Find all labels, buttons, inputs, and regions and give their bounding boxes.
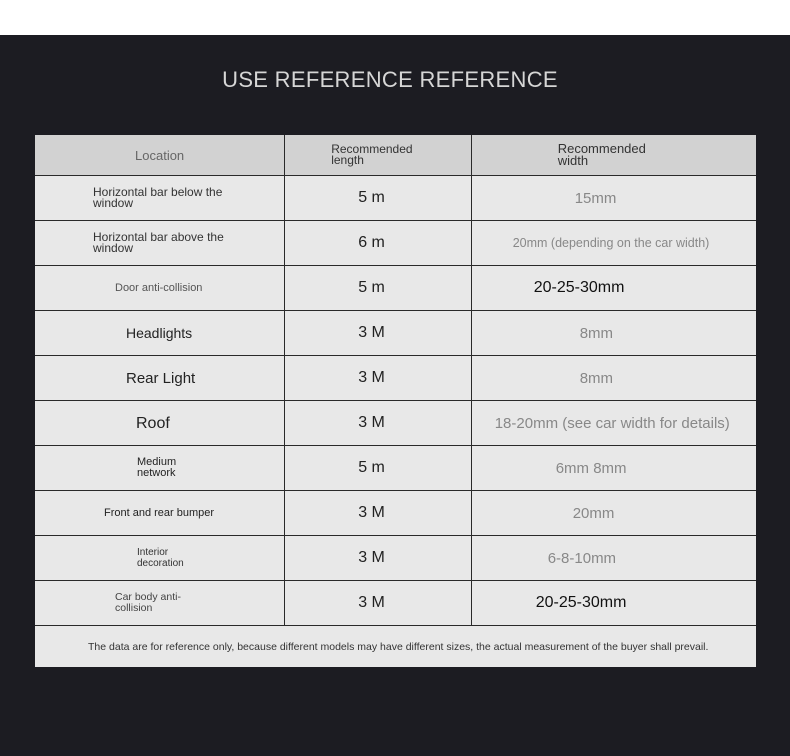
row-length: 5 m xyxy=(285,266,472,311)
row-length: 3 M xyxy=(285,491,472,536)
row-location: Horizontal bar above the window xyxy=(35,221,285,266)
row-length: 5 m xyxy=(285,446,472,491)
row-width: 20-25-30mm xyxy=(471,266,756,311)
table-row xyxy=(35,221,756,266)
row-location: Car body anti-collision xyxy=(35,581,285,626)
row-width: 8mm xyxy=(471,356,756,401)
table-row xyxy=(35,266,756,311)
row-location: Horizontal bar below the window xyxy=(35,176,285,221)
header-width-line1: Recommended xyxy=(557,141,646,156)
header-width xyxy=(471,135,756,176)
row-length: 3 M xyxy=(285,536,472,581)
footnote: The data are for reference only, because different models may have different sizes, the actual measurement of the buyer shall prevail. xyxy=(35,626,756,668)
header-length-line2: length xyxy=(331,153,364,167)
page-title: USE REFERENCE REFERENCE xyxy=(222,67,558,92)
table-row xyxy=(35,491,756,536)
row-width: 20mm (depending on the car width) xyxy=(471,221,756,266)
footnote-row xyxy=(35,626,756,668)
header-length-line1: Recommended xyxy=(331,142,413,156)
row-width: 18-20mm (see car width for details) xyxy=(471,401,756,446)
table-row xyxy=(35,311,756,356)
row-location: Door anti-collision xyxy=(35,266,285,311)
row-width: 20-25-30mm xyxy=(471,581,756,626)
row-location: Front and rear bumper xyxy=(35,491,285,536)
row-length: 3 M xyxy=(285,581,472,626)
row-length: 6 m xyxy=(285,221,472,266)
row-width: 20mm xyxy=(471,491,756,536)
row-length: 5 m xyxy=(285,176,472,221)
row-location: Medium network xyxy=(35,446,285,491)
table-header-row xyxy=(35,135,756,176)
header-location: Location xyxy=(35,135,285,176)
table-row xyxy=(35,446,756,491)
table-row xyxy=(35,401,756,446)
row-location: Rear Light xyxy=(35,356,285,401)
row-width: 6-8-10mm xyxy=(471,536,756,581)
table-row xyxy=(35,536,756,581)
reference-table xyxy=(35,135,756,667)
table-row xyxy=(35,356,756,401)
row-location: Interior decoration xyxy=(35,536,285,581)
row-length: 3 M xyxy=(285,401,472,446)
row-width: 15mm xyxy=(471,176,756,221)
row-width: 8mm xyxy=(471,311,756,356)
row-length: 3 M xyxy=(285,311,472,356)
row-location: Headlights xyxy=(35,311,285,356)
table-row xyxy=(35,581,756,626)
header-length xyxy=(285,135,472,176)
row-length: 3 M xyxy=(285,356,472,401)
header-width-line2: width xyxy=(557,153,589,168)
row-width: 6mm 8mm xyxy=(471,446,756,491)
row-location: Roof xyxy=(35,401,285,446)
table-row xyxy=(35,176,756,221)
